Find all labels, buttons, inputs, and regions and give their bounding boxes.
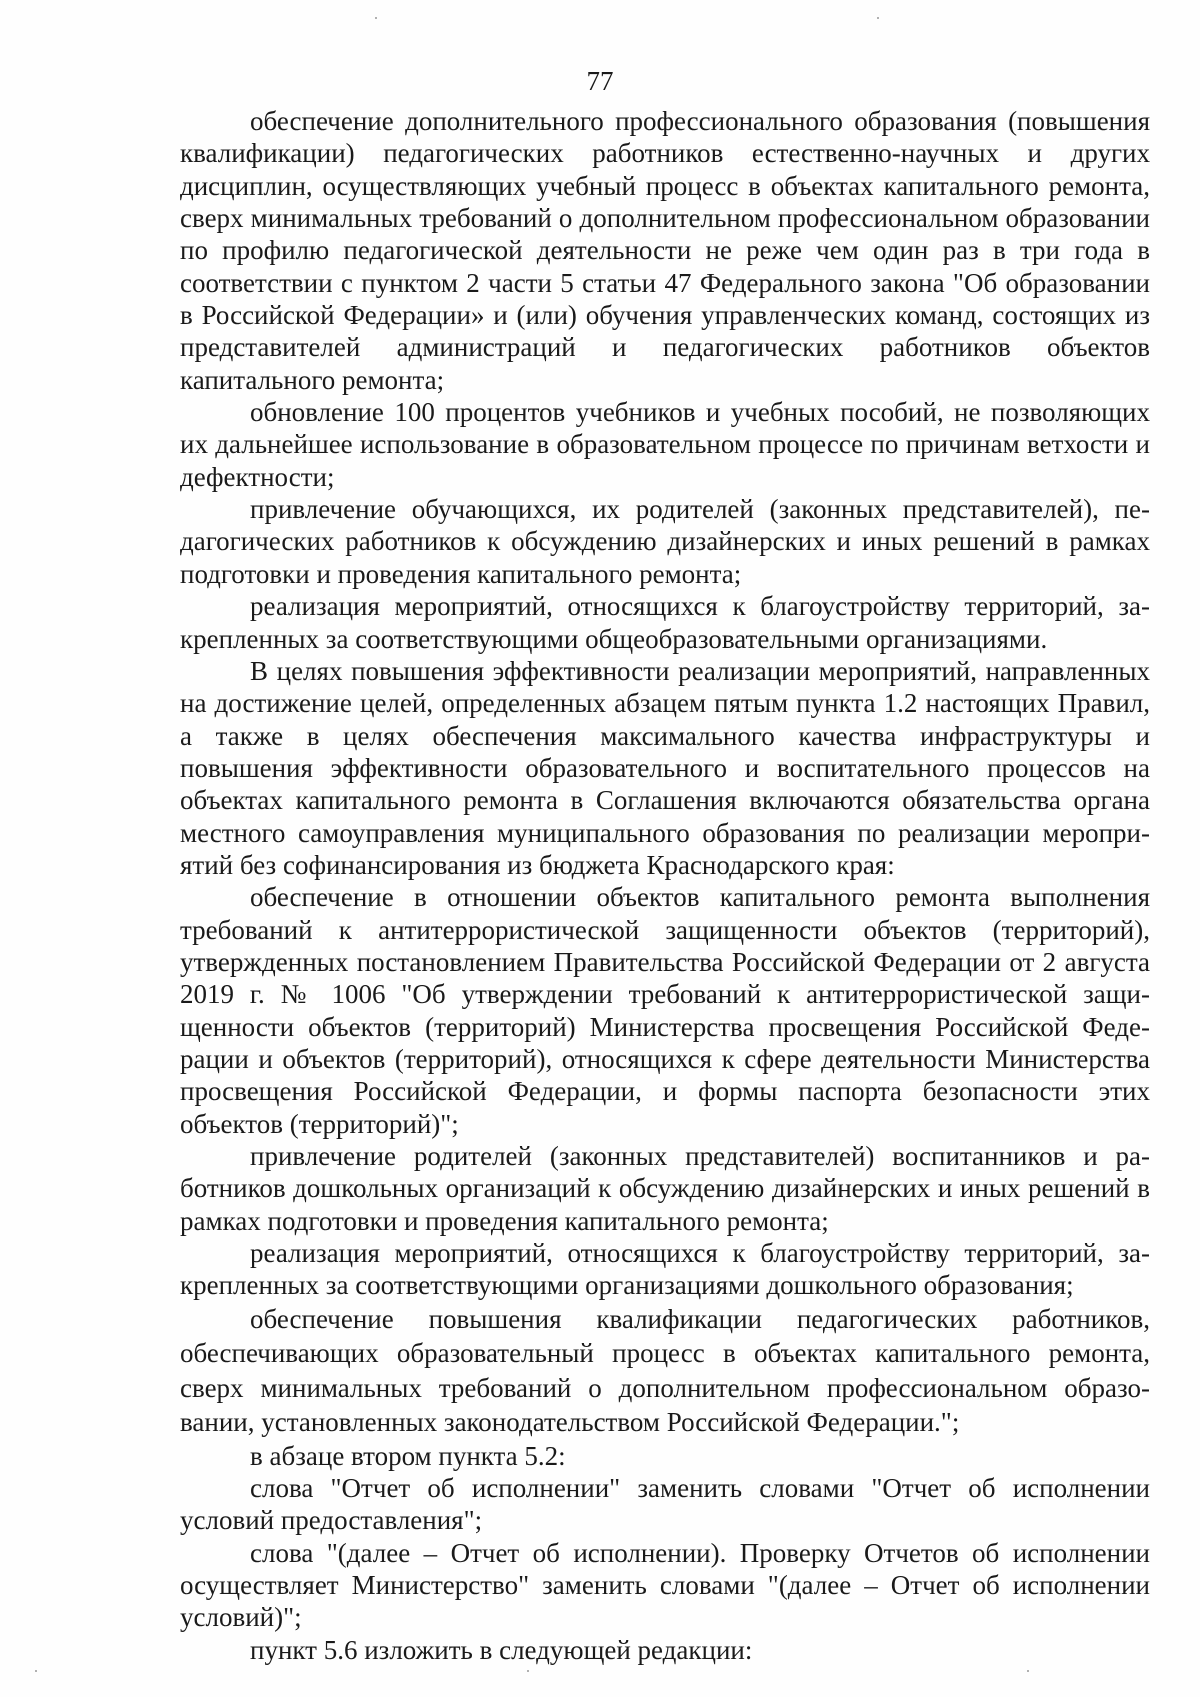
paragraph-textbooks-update: обновление 100 процентов учебников и учебных пособий, не позволяющих их дальнейшее использование в образовательном процессе по причинам ветхости и дефектности; xyxy=(180,397,1150,492)
paragraph-antiterrorism: обеспечение в отношении объектов капитального ремонта выполнения требований к антитеррористической защищенности объектов (территорий), утвержденных постановлением Правительства Российской Федерации от 2 августа 2019 г. № 1006 "Об утверждении требований к антитеррористической защищенности объектов (территорий) Министерства просвещения Российской Федерации и объектов (территорий), относящихся к сфере деятельности Министерства просвещения Российской Федерации, и формы паспорта безопасности этих объектов (территорий)"; xyxy=(180,882,1150,1139)
paragraph-parent-involvement: привлечение родителей (законных представителей) воспитанников и работников дошкольных организаций к обсуждению дизайнерских и иных решений в рамках подготовки и проведения капитального ремонта; xyxy=(180,1141,1150,1236)
paragraph-clause-5-6: пункт 5.6 изложить в следующей редакции: xyxy=(250,1634,753,1665)
paragraph-replace-words-1: слова "Отчет об исполнении" заменить словами "Отчет об исполнении условий предоставления"; xyxy=(180,1473,1150,1536)
paragraph-preschool-territory: реализация мероприятий, относящихся к благоустройству территорий, закрепленных за соответствующими организациями дошкольного образования; xyxy=(180,1238,1150,1301)
scan-speck xyxy=(35,1670,37,1672)
paragraph-territory-improvement: реализация мероприятий, относящихся к благоустройству территорий, закрепленных за соответствующими общеобразовательными организациями. xyxy=(180,591,1150,654)
paragraph-replace-words-2: слова "(далее – Отчет об исполнении). Проверку Отчетов об исполнении осуществляет Министерство" заменить словами "(далее – Отчет об исполнении условий)"; xyxy=(180,1537,1150,1633)
paragraph-qualification: обеспечение повышения квалификации педагогических работников, обеспечивающих образовательный процесс в объектах капитального ремонта, сверх минимальных требований о дополнительном профессиональном образовании, установленных законодательством Российской Федерации."; xyxy=(180,1303,1150,1438)
paragraph-efficiency-goals: В целях повышения эффективности реализации мероприятий, направленных на достижение целей, определенных абзацем пятым пункта 1.2 настоящих Правил, а также в целях обеспечения максимального качества инфраструктуры и повышения эффективности образовательного и воспитательного процессов на объектах капитального ремонта в Соглашения включаются обязательства органа местного самоуправления муниципального образования по реализации мероприятий без софинансирования из бюджета Краснодарского края: xyxy=(180,655,1150,880)
paragraph-student-involvement: привлечение обучающихся, их родителей (законных представителей), педагогических работников к обсуждению дизайнерских и иных решений в рамках подготовки и проведения капитального ремонта; xyxy=(180,494,1150,589)
document-body xyxy=(180,105,1150,1666)
page-number: 77 xyxy=(586,66,614,96)
scan-speck xyxy=(1027,1670,1029,1672)
scan-speck xyxy=(375,17,377,19)
paragraph-clause-5-2: в абзаце втором пункта 5.2: xyxy=(250,1440,566,1471)
scan-speck xyxy=(527,1670,529,1672)
paragraph-teacher-training: обеспечение дополнительного профессионального образования (повышения квалификации) педагогических работников естественно-научных и других дисциплин, осуществляющих учебный процесс в объектах капитального ремонта, сверх минимальных требований о дополнительном профессиональном образовании по профилю педагогической деятельности не реже чем один раз в три года в соответствии с пунктом 2 части 5 статьи 47 Федерального закона "Об образовании в Российской Федерации» и (или) обучения управленческих команд, состоящих из представителей администраций и педагогических работников объектов капитального ремонта; xyxy=(180,106,1150,395)
scan-speck xyxy=(877,17,879,19)
